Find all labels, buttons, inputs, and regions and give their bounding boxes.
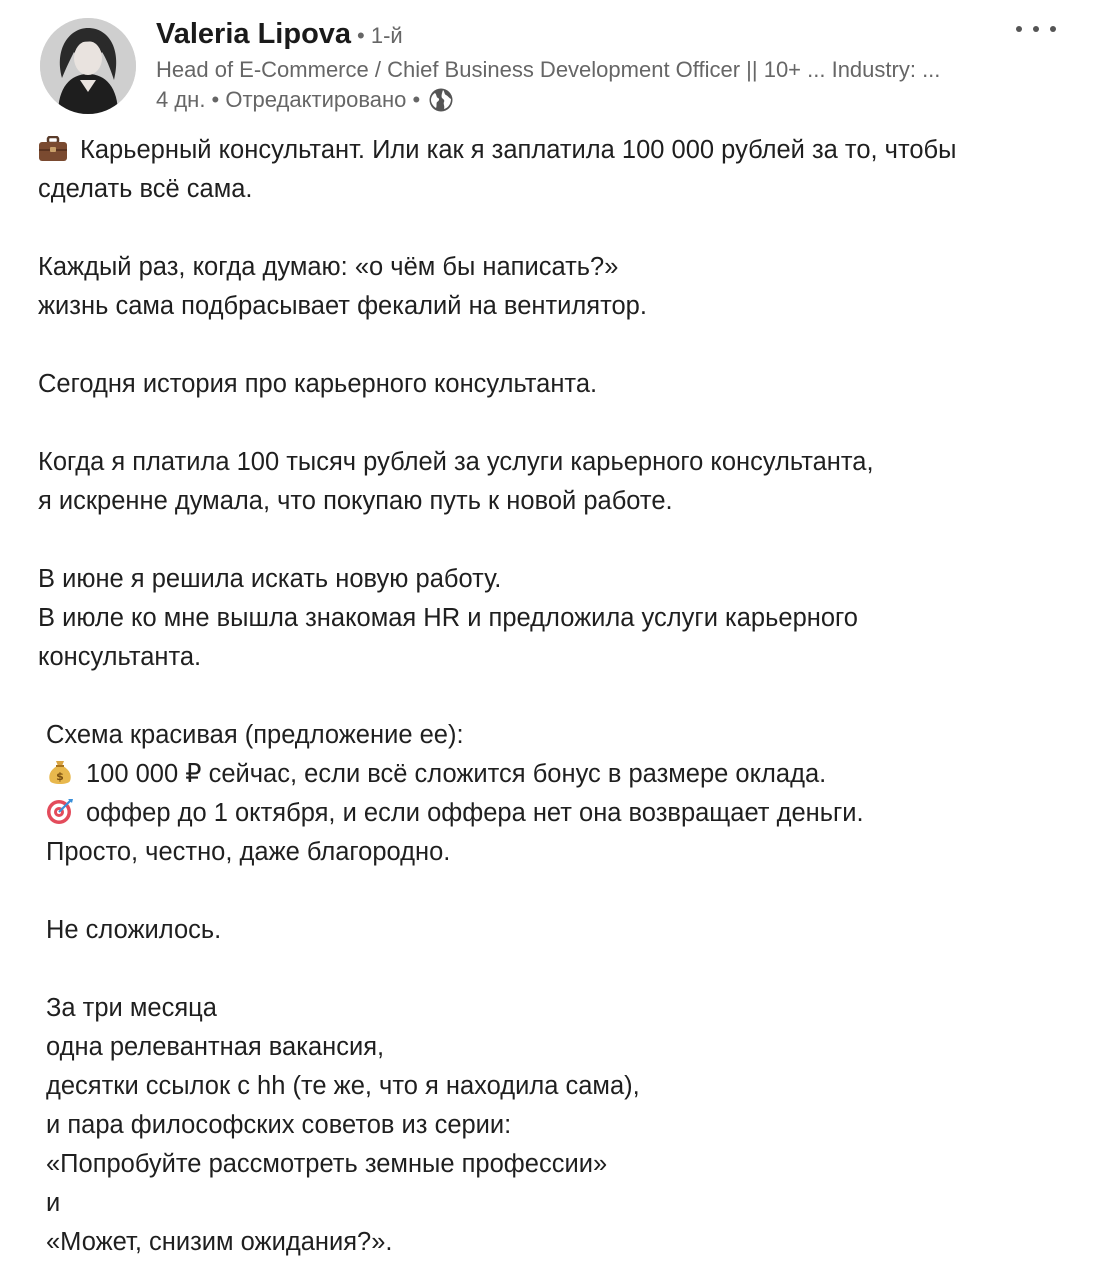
post-line: и пара философских советов из серии: — [46, 1111, 512, 1139]
post-line: $ 100 000 ₽ сейчас, если всё сложится бонус в размере оклада. — [38, 755, 1058, 794]
direct-hit-icon — [46, 797, 74, 837]
more-options-button[interactable] — [1016, 14, 1056, 44]
author-name[interactable] — [156, 18, 403, 51]
post-line: одна релевантная вакансия, — [46, 1033, 385, 1061]
money-bag-icon — [46, 758, 74, 798]
globe-icon — [428, 87, 454, 113]
svg-text:$: $ — [56, 770, 64, 783]
post-line: десятки ссылок с hh (те же, что я находила сама), — [46, 1072, 640, 1100]
post-line — [38, 677, 1058, 716]
post-line: оффер до 1 октября, и если оффера нет она возвращает деньги. — [38, 794, 1058, 833]
post-line: Просто, честно, даже благородно. — [46, 838, 451, 866]
post-line: В июле ко мне вышла знакомая HR и предложила услуги карьерного — [38, 604, 858, 632]
post-line: консультанта. — [38, 643, 202, 671]
post-line: Каждый раз, когда думаю: «о чём бы написать?» — [38, 253, 619, 281]
post-line — [38, 521, 1058, 560]
post-line: жизнь сама подбрасывает фекалий на вентилятор. — [38, 292, 647, 320]
briefcase-icon — [38, 135, 68, 174]
post-line: Не сложилось. — [46, 916, 222, 944]
author-name-text[interactable]: Valeria Lipova — [156, 18, 352, 50]
post-line — [38, 209, 1058, 248]
post-line — [38, 872, 1058, 911]
connection-degree: • 1-й — [357, 23, 403, 48]
more-horizontal-icon-dot — [1016, 26, 1022, 32]
author-headline: Head of E-Commerce / Chief Business Development Officer || 10+ ... Industry: ... — [156, 57, 941, 82]
post-line: «Может, снизим ожидания?». — [46, 1228, 393, 1256]
post-line: сделать всё сама. — [38, 175, 253, 203]
post-line — [38, 326, 1058, 365]
post-line: «Попробуйте рассмотреть земные профессии» — [46, 1150, 608, 1178]
post-line: Карьерный консультант. Или как я заплатила 100 000 рублей за то, чтобы — [38, 131, 1058, 170]
post-body — [38, 131, 1058, 1262]
post-line: Когда я платила 100 тысяч рублей за услуги карьерного консультанта, — [38, 448, 874, 476]
post-meta — [156, 87, 454, 113]
post-line: Сегодня история про карьерного консультанта. — [38, 370, 598, 398]
post-line: я искренне думала, что покупаю путь к новой работе. — [38, 487, 673, 515]
post-line: В июне я решила искать новую работу. — [38, 565, 502, 593]
post-line: и — [46, 1189, 61, 1217]
avatar[interactable] — [40, 18, 136, 114]
post-line: За три месяца — [46, 994, 217, 1022]
post-line — [38, 404, 1058, 443]
post-line — [38, 950, 1058, 989]
more-horizontal-icon-dot — [1033, 26, 1039, 32]
post-meta-text: 4 дн. • Отредактировано • — [156, 87, 421, 112]
more-horizontal-icon-dot — [1050, 26, 1056, 32]
post-line: Схема красивая (предложение ее): — [46, 721, 464, 749]
